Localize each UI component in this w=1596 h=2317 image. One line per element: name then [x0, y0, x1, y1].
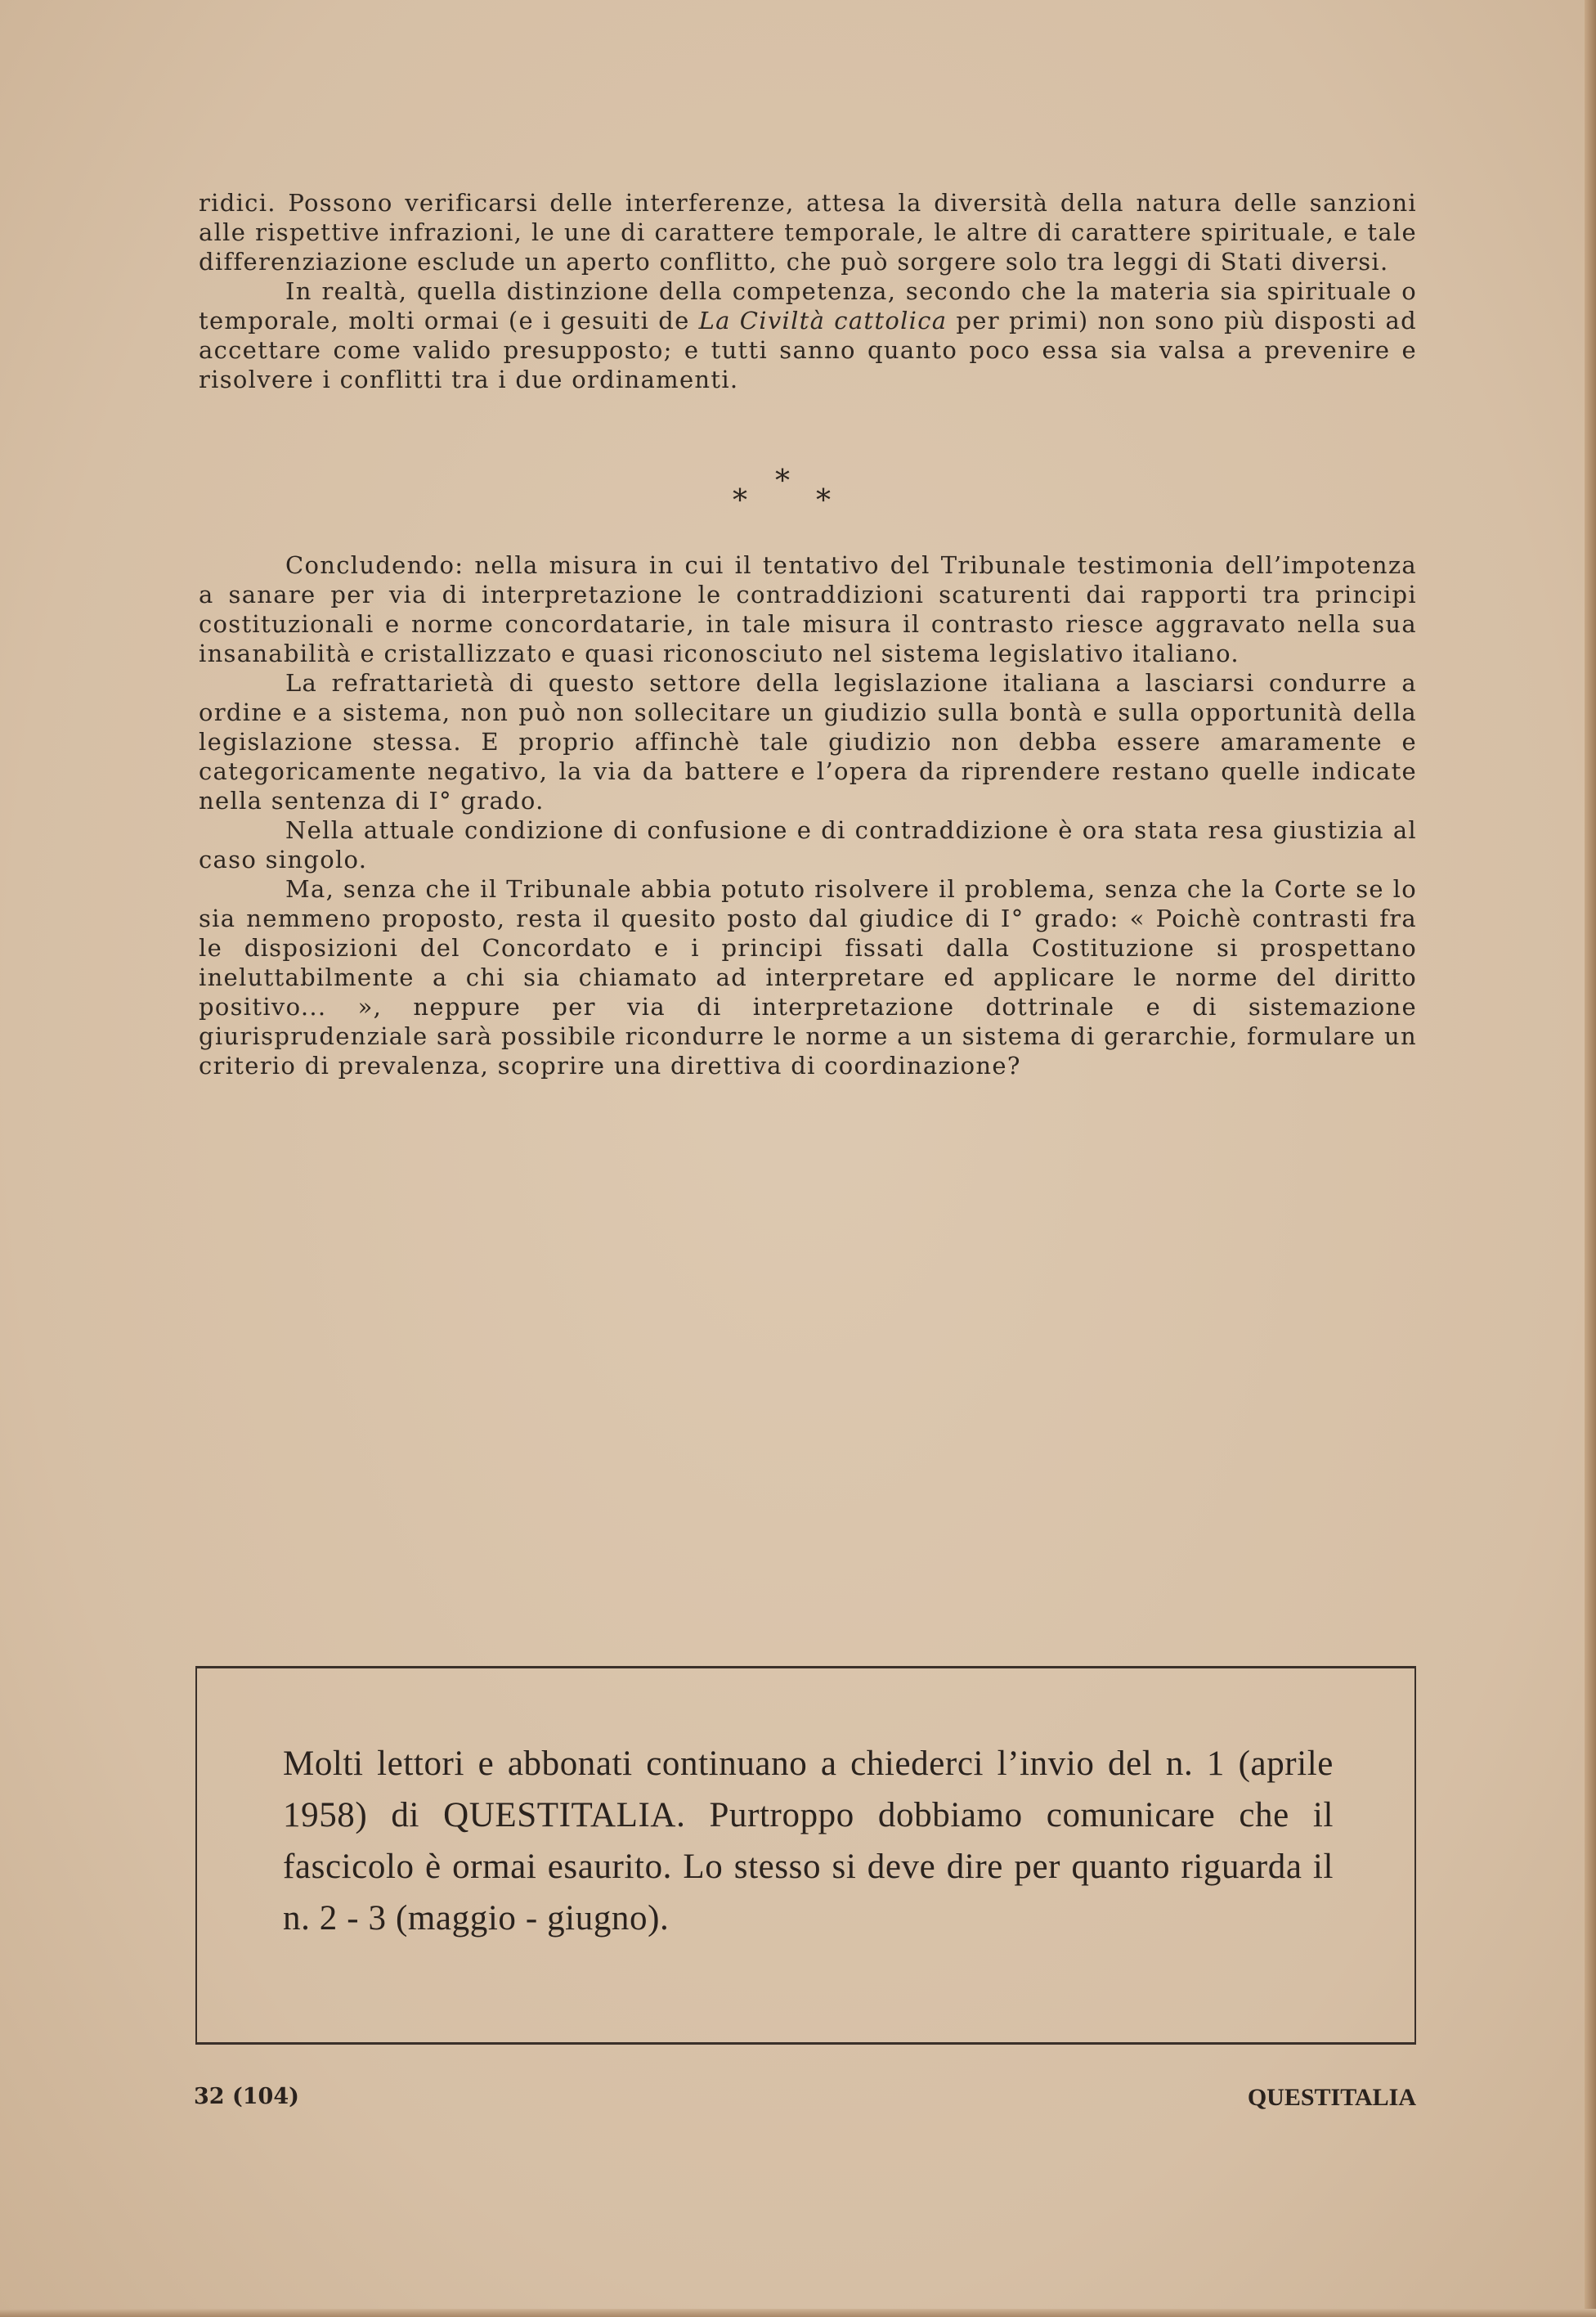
paragraph-3: Concludendo: nella misura in cui il tentativo del Tribunale testimonia dell’impotenza a sanare per via di interpretazione le contraddizioni scaturenti dai rapporti tra principi costituzionali e norme concordatarie, in tale misura il contrasto riesce aggravato nella sua insanabilità e cristallizzato e quasi riconosciuto nel sistema legislativo italiano. — [199, 551, 1417, 667]
asterisk-right: * — [816, 484, 831, 518]
paragraph-5: Nella attuale condizione di confusione e di contraddizione è ora stata resa giustizia al caso singolo. — [199, 816, 1417, 873]
asterisk-left: * — [733, 484, 747, 518]
paragraph-1: ridici. Possono verificarsi delle interferenze, attesa la diversità della natura delle sanzioni alle rispettive infrazioni, le une di carattere temporale, le altre di carattere spirituale, e tale differenziazione esclude un aperto conflitto, che può sorgere solo tra leggi di Stati diversi. — [199, 189, 1417, 276]
asterisk-top: * — [775, 465, 790, 498]
notice-text — [283, 1738, 1334, 1944]
paragraph-2: In realtà, quella distinzione della competenza, secondo che la materia sia spirituale o temporale, molti ormai (e i gesuiti de La Civiltà cattolica per primi) non sono più disposti ad accettare come valido presupposto; e tutti sanno quanto poco essa sia valsa a prevenire e risolvere i conflitti tra i due ordinamenti. — [199, 277, 1417, 393]
article-section-2 — [199, 550, 1417, 1080]
page-footer — [194, 2084, 1416, 2113]
journal-name: QUESTITALIA — [1247, 2084, 1416, 2111]
article-section-1 — [199, 188, 1417, 394]
page-bottom-edge — [0, 2309, 1596, 2317]
notice-paragraph: Molti lettori e abbonati continuano a chiederci l’invio del n. 1 (aprile 1958) di QUESTITALIA. Purtroppo dobbiamo comunicare che il fascicolo è ormai esaurito. Lo stesso si deve dire per quanto riguarda il n. 2 - 3 (maggio - giugno). — [283, 1744, 1334, 1938]
notice-box — [195, 1666, 1416, 2045]
italic-title: La Civiltà cattolica — [698, 307, 948, 335]
page-number: 32 (104) — [194, 2084, 299, 2109]
section-asterism — [720, 465, 850, 518]
page-right-edge — [1585, 0, 1596, 2317]
paragraph-6: Ma, senza che il Tribunale abbia potuto risolvere il problema, senza che la Corte se lo sia nemmeno proposto, resta il quesito posto dal giudice di I° grado: « Poichè contrasti fra le disposizioni del Concordato e i principi fissati dalla Costituzione si prospettano ineluttabilmente a chi sia chiamato ad interpretare ed applicare le norme del diritto positivo... », neppure per via di interpretazione dottrinale e di sistemazione giurisprudenziale sarà possibile ricondurre le norme a un sistema di gerarchie, formulare un criterio di prevalenza, scoprire una direttiva di coordinazione? — [199, 875, 1417, 1080]
paragraph-4: La refrattarietà di questo settore della legislazione italiana a lasciarsi condurre a ordine e a sistema, non può non sollecitare un giudizio sulla bontà e sulla opportunità della legislazione stessa. E proprio affinchè tale giudizio non debba essere amaramente e categoricamente negativo, la via da battere e l’opera da riprendere restano quelle indicate nella sentenza di I° grado. — [199, 669, 1417, 815]
